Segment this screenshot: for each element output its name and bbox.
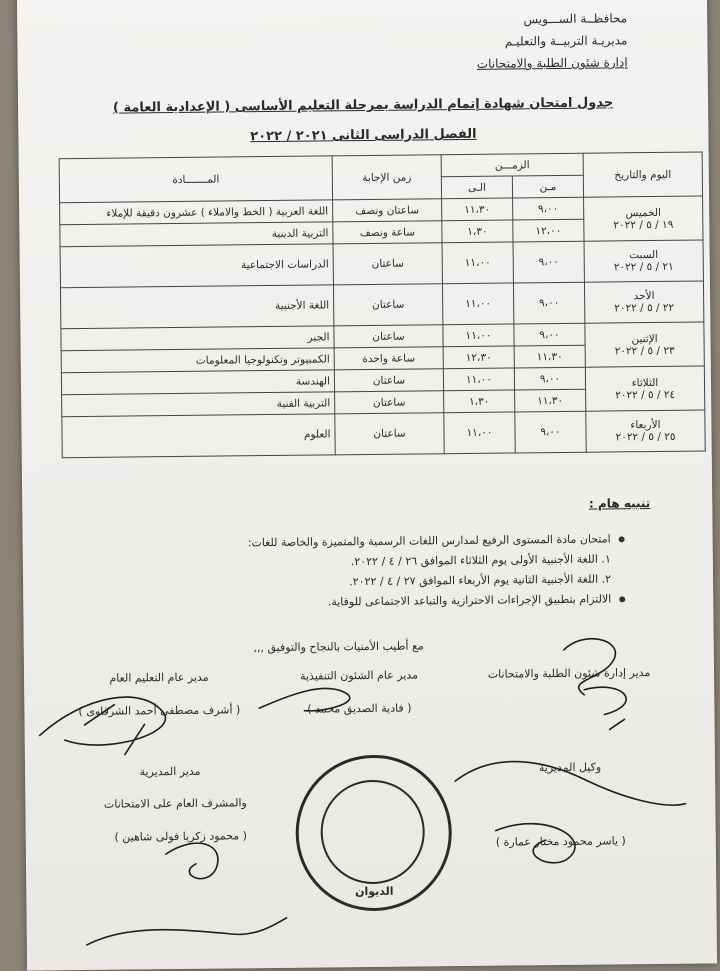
from-cell: ٩،٠٠ xyxy=(513,282,584,324)
duration-cell: ساعتان ونصف xyxy=(333,199,442,222)
subject-cell: الهندسة xyxy=(61,370,334,395)
deputy-name: ( ياسر محمود مختار عمارة ) xyxy=(495,834,626,849)
handwritten-signatures xyxy=(17,0,717,971)
day-date-cell: الخميس ١٩ / ٥ / ٢٠٢٢ xyxy=(584,196,703,241)
to-cell: ١١،٠٠ xyxy=(443,324,514,347)
subject-cell: التربية الدينية xyxy=(60,222,333,247)
director-title: مدير المديرية xyxy=(139,764,201,779)
from-cell: ٩،٠٠ xyxy=(514,367,585,390)
header-from: مـن xyxy=(512,175,583,198)
document-sheet xyxy=(17,0,717,971)
notice-heading: تنبيه هام : xyxy=(588,496,651,511)
notice-subitem: ٢. اللغة الأجنبية الثانية يوم الأربعاء الموافق ٢٧ / ٤ / ٢٠٢٢. xyxy=(349,572,612,589)
from-cell: ٩،٠٠ xyxy=(513,197,584,220)
page-subtitle: الفصل الدراسى الثانى ٢٠٢١ / ٢٠٢٢ xyxy=(250,126,477,145)
duration-cell: ساعة ونصف xyxy=(333,221,442,244)
day-date-cell: الأحد ٢٢ / ٥ / ٢٠٢٢ xyxy=(584,281,703,323)
subject-cell: الجبر xyxy=(61,326,334,351)
duration-cell: ساعتان xyxy=(335,413,444,455)
duration-cell: ساعتان xyxy=(333,284,442,326)
subject-cell: التربية الفنية xyxy=(62,392,335,417)
header-to: الـى xyxy=(441,176,512,199)
from-cell: ١٢،٠٠ xyxy=(513,219,584,242)
from-cell: ٩،٠٠ xyxy=(514,323,585,346)
to-cell: ١،٣٠ xyxy=(444,390,515,413)
subject-cell: اللغة الأجنبية xyxy=(60,285,333,329)
header-day-date: اليوم والتاريخ xyxy=(583,152,702,197)
header-time: الزمـــن xyxy=(441,153,583,176)
director-title-2: والمشرف العام على الامتحانات xyxy=(103,796,247,811)
to-cell: ١١،٠٠ xyxy=(442,242,513,284)
to-cell: ١١،٣٠ xyxy=(442,198,513,221)
notice-item: امتحان مادة المستوى الرفيع لمدارس اللغات الرسمية والمتميزة والخاصة للغات: xyxy=(248,529,625,553)
directorate-label: مديريـة التربيــة والتعليـم xyxy=(504,33,628,49)
subject-cell: اللغة العربية ( الخط والاملاء ) عشرون دقيقة للإملاء xyxy=(60,200,333,225)
subject-cell: الكمبيوتر وتكنولوجيا المعلومات xyxy=(61,348,334,373)
day-date-cell: السبت ٢١ / ٥ / ٢٠٢٢ xyxy=(584,240,703,282)
subject-cell: العلوم xyxy=(62,414,335,458)
notice-subitem: ١. اللغة الأجنبية الأولى يوم الثلاثاء الموافق ٢٦ / ٤ / ٢٠٢٢. xyxy=(350,552,611,569)
notice-item: الالتزام بتطبيق الإجراءات الاحترازية والتباعد الاجتماعى للوقاية. xyxy=(248,589,625,613)
to-cell: ١١،٠٠ xyxy=(443,368,514,391)
stamp-text: الديوان xyxy=(355,884,394,899)
to-cell: ١،٣٠ xyxy=(442,220,513,243)
dept-director-title: مدير إدارة شئون الطلبة والامتحانات xyxy=(487,666,651,681)
day-date-cell: الإثنين ٢٣ / ٥ / ٢٠٢٢ xyxy=(585,322,704,367)
department-label: إدارة شئون الطلبة والامتحانات xyxy=(476,55,628,71)
from-cell: ٩،٠٠ xyxy=(515,411,586,453)
director-name: ( محمود زكريا فولى شاهين ) xyxy=(114,829,248,844)
gm-education-name: ( أشرف مصطفى أحمد الشرقاوى ) xyxy=(78,703,241,719)
duration-cell: ساعتان xyxy=(333,243,442,285)
duration-cell: ساعتان xyxy=(335,391,444,414)
exec-director-name: ( فادية الصديق محمد ) xyxy=(307,701,412,716)
governorate-label: محافظــة الســـويس xyxy=(523,11,628,27)
duration-cell: ساعتان xyxy=(334,369,443,392)
exec-director-title: مدير عام الشئون التنفيذية xyxy=(299,668,419,683)
wishes-text: مع أطيب الأمنيات بالنجاح والتوفيق ,,, xyxy=(253,639,424,655)
page-title: جدول امتحان شهادة إتمام الدراسة بمرحلة التعليم الأساسى ( الإعدادية العامة ) xyxy=(112,95,614,116)
from-cell: ١١،٣٠ xyxy=(515,389,586,412)
from-cell: ١١،٣٠ xyxy=(514,345,585,368)
gm-education-title: مدير عام التعليم العام xyxy=(109,670,209,685)
to-cell: ١١،٠٠ xyxy=(444,412,515,454)
subject-cell: الدراسات الاجتماعية xyxy=(60,244,333,288)
header-duration: زمن الإجابة xyxy=(332,155,441,200)
header-subject: المـــــــادة xyxy=(59,156,332,203)
to-cell: ١٢،٣٠ xyxy=(443,346,514,369)
duration-cell: ساعتان xyxy=(334,325,443,348)
from-cell: ٩،٠٠ xyxy=(513,241,584,283)
to-cell: ١١،٠٠ xyxy=(442,283,513,325)
day-date-cell: الثلاثاء ٢٤ / ٥ / ٢٠٢٢ xyxy=(585,366,704,411)
deputy-title: وكيل المديرية xyxy=(538,760,602,775)
day-date-cell: الأربعاء ٢٥ / ٥ / ٢٠٢٢ xyxy=(586,410,705,452)
duration-cell: ساعة واحدة xyxy=(334,347,443,370)
